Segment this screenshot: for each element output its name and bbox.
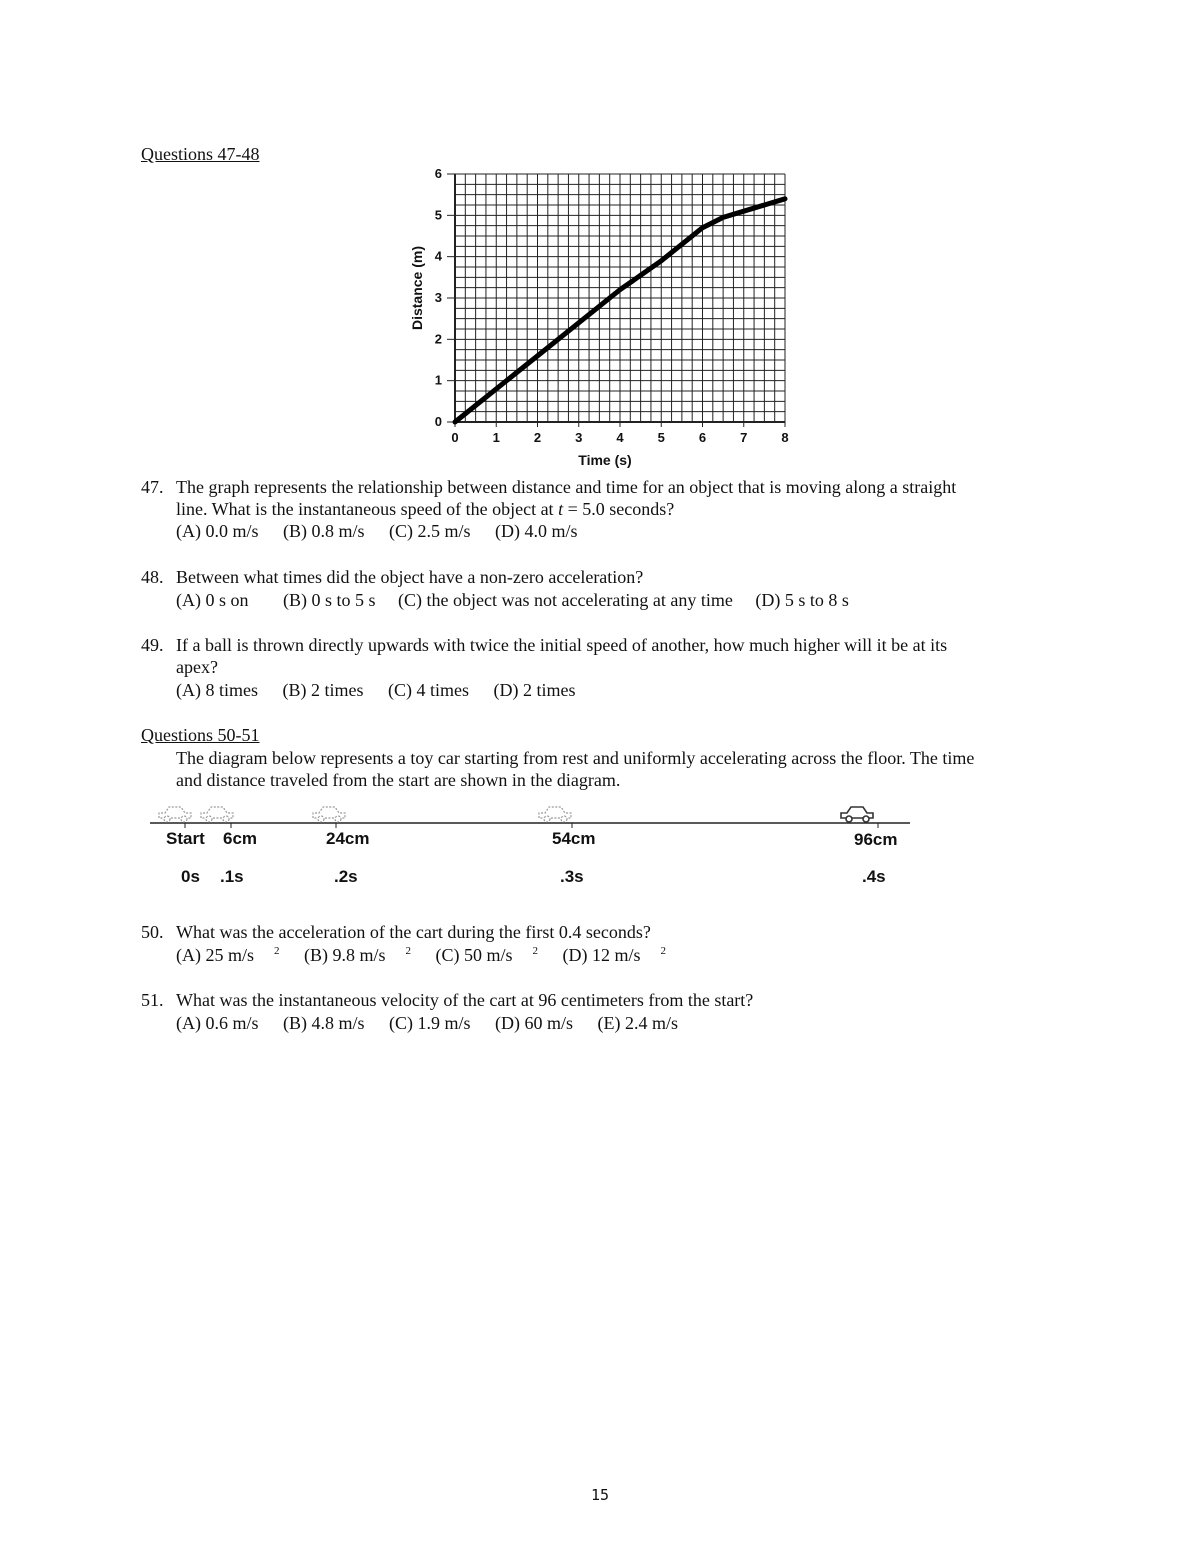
page-number: 15 (590, 1486, 610, 1504)
option-d: (D) 4.0 m/s (495, 521, 578, 541)
option-b: (B) 2 times (282, 680, 364, 700)
y-tick-label: 1 (434, 372, 442, 388)
y-tick-label: 0 (434, 414, 442, 429)
y-axis-label: Distance (m) (409, 245, 425, 331)
y-tick-label: 4 (434, 248, 442, 264)
section-header-50-51: Questions 50-51 (141, 725, 260, 745)
section-intro-line-2: and distance traveled from the start are shown in the diagram. (176, 770, 621, 790)
option-b: (B) 9.8 m/s $^2$ (304, 945, 412, 965)
option-a: (A) 8 times (176, 680, 258, 700)
question-47-options (176, 520, 578, 542)
y-tick-label: 2 (434, 331, 442, 347)
question-51-number: 51. (141, 990, 164, 1010)
option-b: (B) 0.8 m/s (283, 521, 365, 541)
x-tick-label: 0 (451, 430, 459, 445)
x-tick-label: 6 (698, 430, 707, 445)
car-icon-24cm (313, 807, 345, 822)
option-a: (A) 25 m/s $^2$ (176, 945, 280, 965)
x-axis-label: Time (s) (578, 452, 632, 468)
distance-label-54cm: 54cm (552, 829, 596, 848)
option-c: (C) the object was not accelerating at any time (398, 590, 733, 610)
car-track (148, 798, 918, 838)
y-tick-label: 6 (434, 166, 442, 181)
x-tick-label: 1 (492, 430, 500, 445)
car-icon-start (159, 807, 191, 822)
time-label-0.2s: .2s (334, 867, 358, 886)
question-50-options (176, 944, 666, 966)
x-tick-label: 8 (781, 430, 789, 445)
x-tick-label: 7 (740, 430, 748, 445)
option-d: (D) 12 m/s $^2$ (562, 945, 667, 965)
question-49-text-2: apex? (176, 657, 218, 677)
question-49-number: 49. (141, 635, 164, 655)
section-header-47-48: Questions 47-48 (141, 144, 260, 164)
x-tick-label: 3 (575, 430, 583, 445)
question-47-text-2: line. What is the instantaneous speed of the object at t = 5.0 seconds? (176, 499, 675, 519)
option-b: (B) 0 s to 5 s (283, 590, 376, 610)
option-d: (D) 2 times (493, 680, 576, 700)
distance-time-chart (400, 160, 800, 472)
question-48-number: 48. (141, 567, 164, 587)
option-c: (C) 4 times (387, 680, 469, 700)
question-50-number: 50. (141, 922, 164, 942)
question-47-number: 47. (141, 477, 164, 497)
question-51-text: What was the instantaneous velocity of the cart at 96 centimeters from the start? (176, 990, 754, 1010)
distance-label-6cm: 6cm (223, 829, 258, 848)
y-tick-label: 3 (434, 290, 442, 305)
question-48-options (176, 589, 849, 611)
y-tick-label: 5 (434, 207, 442, 223)
question-49-text-1: If a ball is thrown directly upwards with twice the initial speed of another, how much higher will it be at its (176, 635, 948, 655)
distance-label-start: Start (166, 829, 205, 848)
section-intro-line-1: The diagram below represents a toy car starting from rest and uniformly accelerating across the floor. The time (176, 748, 975, 768)
time-label-0s: 0s (181, 867, 200, 886)
option-c: (C) 50 m/s $^2$ (435, 945, 539, 965)
car-icon-54cm (539, 807, 571, 822)
question-48-text: Between what times did the object have a non-zero acceleration? (176, 567, 644, 587)
distance-label-96cm: 96cm (854, 830, 898, 849)
car-icon-96cm (841, 807, 873, 822)
option-a: (A) 0.0 m/s (176, 521, 259, 541)
option-e: (E) 2.4 m/s (597, 1013, 679, 1033)
time-label-0.3s: .3s (560, 867, 584, 886)
question-50-text: What was the acceleration of the cart during the first 0.4 seconds? (176, 922, 651, 942)
time-label-0.4s: .4s (862, 867, 886, 886)
toy-car-diagram (148, 798, 918, 898)
distance-label-24cm: 24cm (326, 829, 370, 848)
option-a: (A) 0.6 m/s (176, 1013, 259, 1033)
time-label-0.1s: .1s (220, 867, 244, 886)
option-c: (C) 2.5 m/s (389, 521, 471, 541)
option-d: (D) 60 m/s (495, 1013, 574, 1033)
option-c: (C) 1.9 m/s (389, 1013, 471, 1033)
x-tick-label: 2 (533, 430, 542, 445)
x-tick-label: 5 (657, 430, 665, 445)
option-a: (A) 0 s on (176, 590, 249, 610)
option-d: (D) 5 s to 8 s (755, 590, 849, 610)
x-tick-label: 4 (616, 430, 624, 445)
option-b: (B) 4.8 m/s (283, 1013, 365, 1033)
question-47-text-1: The graph represents the relationship between distance and time for an object that is moving along a straight (176, 477, 957, 497)
question-49-options (176, 679, 575, 701)
question-51-options (176, 1012, 678, 1034)
car-icon-6cm (201, 807, 233, 822)
